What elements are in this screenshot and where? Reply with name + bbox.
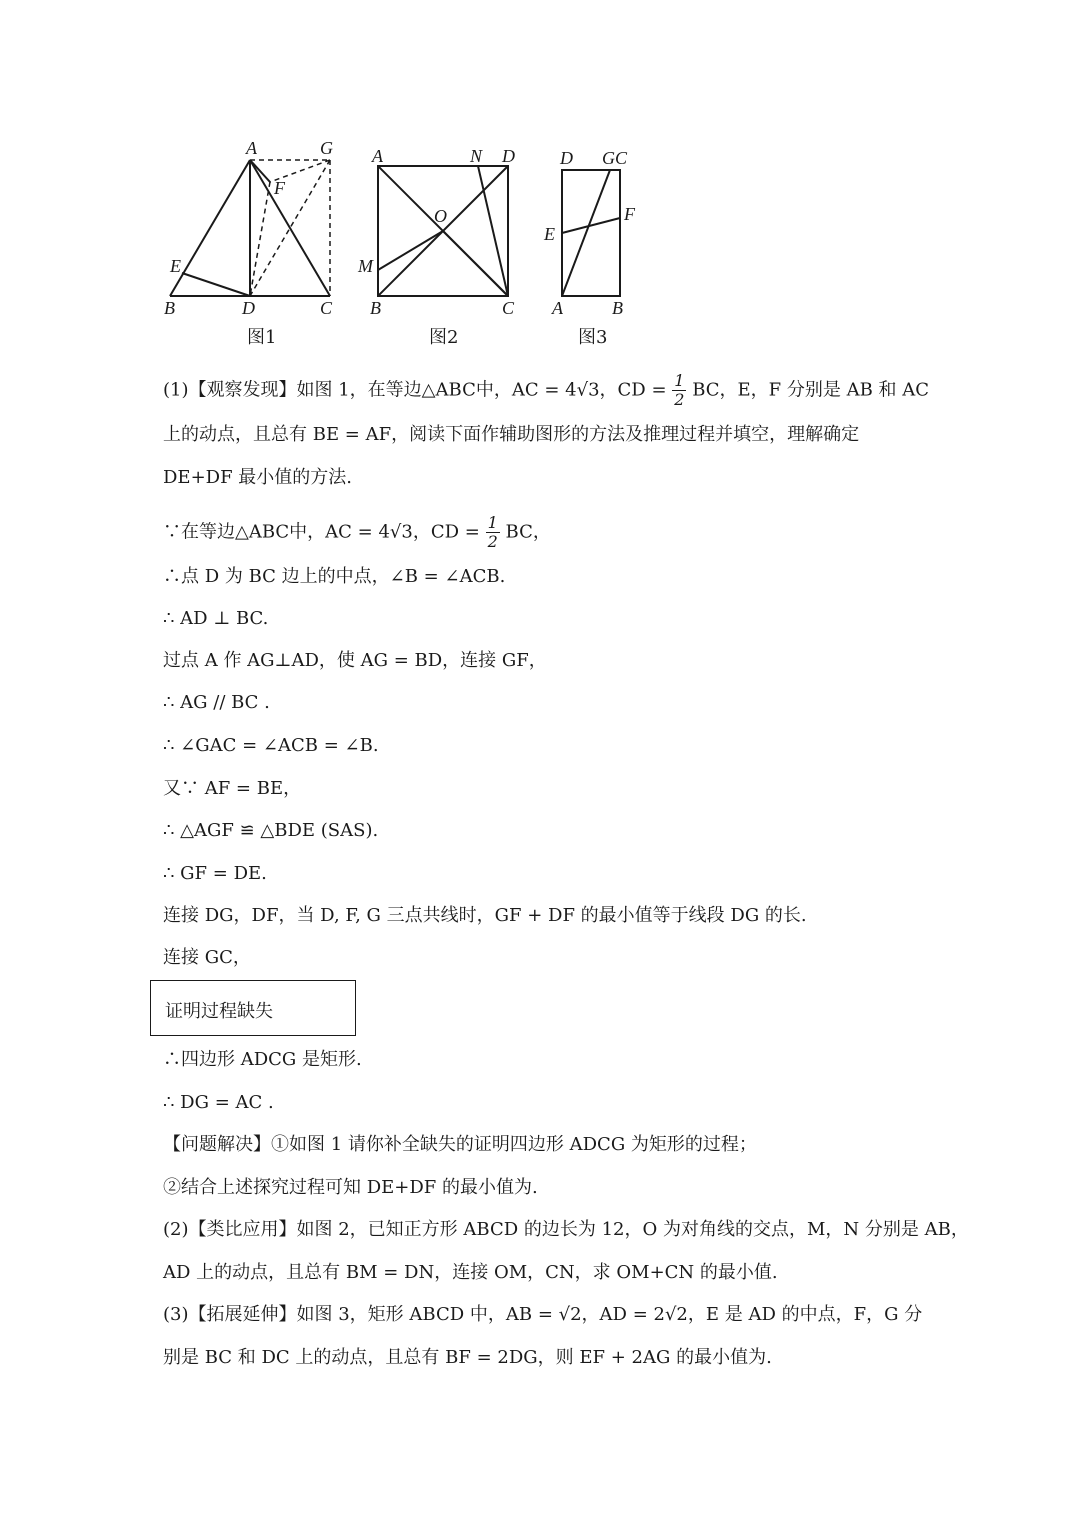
fraction-numerator: 1 bbox=[487, 513, 498, 532]
label-F: F bbox=[624, 204, 635, 224]
figure-3 bbox=[540, 138, 650, 318]
missing-proof-label: 证明过程缺失 bbox=[165, 1001, 273, 1022]
text-segment: △ABC中，AC = 4√3，CD = bbox=[421, 379, 667, 401]
label-D: D bbox=[560, 148, 573, 168]
problem-2-line-1: (2)【类比应用】如图 2，已知正方形 ABCD 的边长为 12，O 为对角线的交点，M，N 分别是 AB， bbox=[163, 1219, 969, 1240]
proof-line-congruent: ∴ △AGF ≌ △BDE (SAS). bbox=[163, 820, 379, 841]
label-D: D bbox=[242, 298, 255, 318]
proof-line-given bbox=[163, 514, 551, 551]
proof-line-midpoint: ∴点 D 为 BC 边上的中点，∠B = ∠ACB. bbox=[163, 566, 506, 587]
figure-1-diagram bbox=[160, 138, 370, 318]
proof-line-collinear: 连接 DG，DF，当 D, F, G 三点共线时，GF + DF 的最小值等于线段 DG 的长. bbox=[163, 905, 807, 926]
proof-line-dg-ac: ∴ DG = AC . bbox=[163, 1092, 274, 1113]
fraction-denominator: 2 bbox=[487, 532, 498, 551]
fraction-half bbox=[486, 514, 500, 551]
fraction-denominator: 2 bbox=[674, 390, 685, 409]
proof-line-angles: ∴ ∠GAC = ∠ACB = ∠B. bbox=[163, 735, 379, 756]
figure-2-caption: 图2 bbox=[429, 327, 459, 348]
proof-line-parallel: ∴ AG // BC . bbox=[163, 692, 270, 713]
label-C: C bbox=[502, 298, 515, 318]
proof-line-gf-de: ∴ GF = DE. bbox=[163, 863, 267, 884]
problem-1-line-2: 上的动点，且总有 BE = AF，阅读下面作辅助图形的方法及推理过程并填空，理解确定 bbox=[163, 424, 860, 445]
figure-1-caption: 图1 bbox=[247, 327, 277, 348]
label-N: N bbox=[470, 146, 483, 166]
text-segment: BC， bbox=[505, 521, 551, 543]
label-GC: GC bbox=[602, 148, 628, 168]
problem-3-line-1: (3)【拓展延伸】如图 3，矩形 ABCD 中，AB = √2，AD = 2√2，E 是 AD 的中点，F，G 分 bbox=[163, 1304, 923, 1325]
figure-3-caption: 图3 bbox=[578, 327, 608, 348]
text-segment: ∵在等边△ABC中，AC = 4√3，CD = bbox=[163, 521, 480, 543]
problem-2-line-2: AD 上的动点，且总有 BM = DN，连接 OM，CN，求 OM+CN 的最小值. bbox=[163, 1262, 778, 1283]
figure-2 bbox=[360, 138, 530, 318]
proof-line-construct: 过点 A 作 AG⊥AD，使 AG = BD，连接 GF， bbox=[163, 650, 547, 671]
label-E: E bbox=[170, 256, 181, 276]
figure-2-diagram bbox=[360, 138, 530, 318]
problem-1-line-1 bbox=[163, 372, 929, 409]
label-A: A bbox=[372, 146, 383, 166]
proof-line-connect-gc: 连接 GC， bbox=[163, 947, 251, 968]
label-B: B bbox=[370, 298, 381, 318]
label-B: B bbox=[612, 298, 623, 318]
label-A: A bbox=[552, 298, 563, 318]
text-segment: (1)【观察发现】如图 1，在等边 bbox=[163, 379, 422, 401]
label-M: M bbox=[358, 256, 373, 276]
label-O: O bbox=[434, 206, 447, 226]
label-C: C bbox=[320, 298, 333, 318]
proof-line-equal-sides: 又∵ AF = BE， bbox=[163, 778, 302, 799]
label-G: G bbox=[320, 138, 333, 158]
question-1-part-2: ②结合上述探究过程可知 DE+DF 的最小值为. bbox=[163, 1177, 538, 1198]
proof-line-perpendicular: ∴ AD ⊥ BC. bbox=[163, 608, 269, 629]
fraction-numerator: 1 bbox=[674, 371, 685, 390]
label-B: B bbox=[164, 298, 175, 318]
missing-proof-box bbox=[150, 980, 356, 1036]
label-F: F bbox=[274, 178, 285, 198]
fraction-half bbox=[672, 372, 686, 409]
question-1-part-1: 【问题解决】①如图 1 请你补全缺失的证明四边形 ADCG 为矩形的过程； bbox=[163, 1134, 757, 1155]
label-A: A bbox=[246, 138, 257, 158]
figure-1 bbox=[160, 138, 370, 318]
label-E: E bbox=[544, 224, 555, 244]
problem-3-line-2: 别是 BC 和 DC 上的动点，且总有 BF = 2DG，则 EF + 2AG 的最小值为. bbox=[163, 1347, 772, 1368]
problem-1-line-3: DE+DF 最小值的方法. bbox=[163, 467, 353, 488]
text-segment: BC，E，F 分别是 AB 和 AC bbox=[692, 379, 930, 401]
proof-line-rectangle: ∴四边形 ADCG 是矩形. bbox=[163, 1049, 362, 1070]
label-D: D bbox=[502, 146, 515, 166]
figure-3-diagram bbox=[540, 138, 650, 318]
